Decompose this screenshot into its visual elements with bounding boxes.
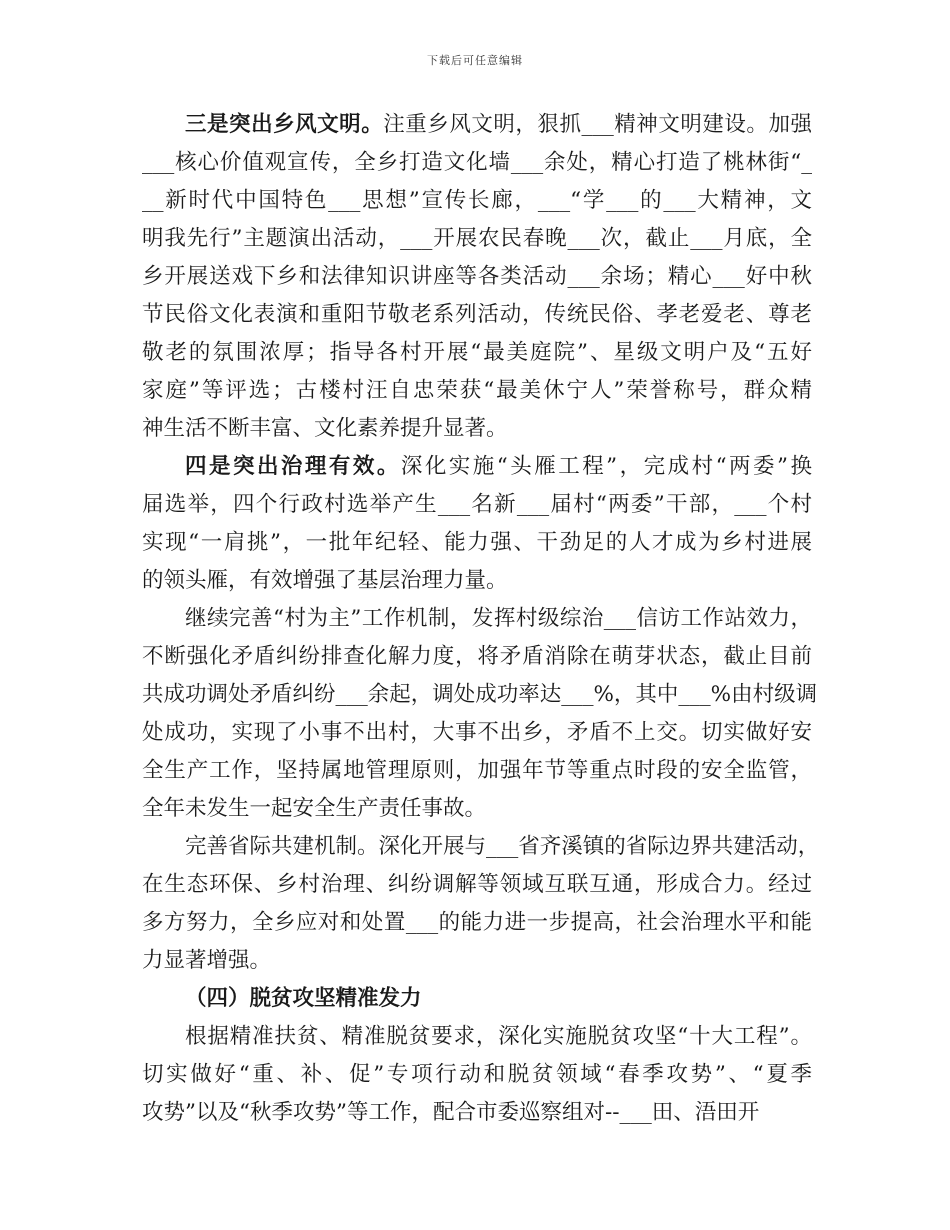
- text-line: [142, 714, 812, 752]
- line-text: 神生活不断丰富、文化素养提升显著。: [142, 416, 508, 441]
- text-line: [142, 600, 812, 638]
- text-line: [142, 334, 812, 372]
- text-line: [142, 410, 812, 448]
- line-text: 明我先行”主题演出活动，___开展农民春晚___次，截止___月底，全: [142, 226, 812, 251]
- line-text: 处成功，实现了小事不出村，大事不出乡，矛盾不上交。切实做好安: [142, 720, 812, 745]
- text-line: [142, 182, 812, 220]
- text-line: [142, 752, 812, 790]
- line-text: 全生产工作，坚持属地管理原则，加强年节等重点时段的安全监管，: [142, 758, 812, 783]
- text-line: [142, 562, 812, 600]
- text-line: [142, 638, 812, 676]
- line-text: 不断强化矛盾纠纷排查化解力度，将矛盾消除在萌芽状态，截止目前: [142, 644, 812, 669]
- line-text: 在生态环保、乡村治理、纠纷调解等领域互联互通，形成合力。经过: [142, 872, 812, 897]
- line-text: 完善省际共建机制。深化开展与___省齐溪镇的省际边界共建活动，: [185, 834, 820, 859]
- text-line: [142, 904, 812, 942]
- text-line: [142, 1018, 812, 1056]
- text-line: [142, 448, 812, 486]
- line-text: 共成功调处矛盾纠纷___余起，调处成功率达___%，其中___%由村级调: [142, 682, 818, 707]
- text-line: [142, 486, 812, 524]
- paragraph-p3: [142, 600, 818, 828]
- paragraph-p5: [142, 980, 812, 1018]
- text-line: [142, 676, 818, 714]
- paragraph-p6: [142, 1018, 812, 1132]
- line-text: 家庭”等评选；古楼村汪自忠荣获“最美休宁人”荣誉称号，群众精: [142, 378, 812, 403]
- line-text: 根据精准扶贫、精准脱贫要求，深化实施脱贫攻坚“十大工程”。: [185, 1024, 812, 1049]
- line-text: ___核心价值观宣传，全乡打造文化墙___余处，精心打造了桃林街“_: [142, 150, 812, 175]
- text-line: [142, 220, 812, 258]
- text-line: [142, 828, 820, 866]
- line-text: 乡开展送戏下乡和法律知识讲座等各类活动___余场；精心___好中秋: [142, 264, 812, 289]
- line-text: 实现“一肩挑”，一批年纪轻、能力强、干劲足的人才成为乡村进展: [142, 530, 812, 555]
- document-body: [142, 106, 820, 1132]
- line-text: 多方努力，全乡应对和处置___的能力进一步提高，社会治理水平和能: [142, 910, 812, 935]
- bold-heading: 四是突出治理有效。: [185, 454, 401, 479]
- text-line: [142, 866, 812, 904]
- line-text: 力显著增强。: [142, 948, 272, 973]
- line-text: 深化实施“头雁工程”，完成村“两委”换: [400, 454, 812, 479]
- text-line: [142, 144, 812, 182]
- paragraph-p1: [142, 106, 812, 448]
- text-line: [142, 1056, 812, 1094]
- line-text: 继续完善“村为主”工作机制，发挥村级综治___信访工作站效力，: [185, 606, 812, 631]
- bold-heading: 三是突出乡风文明。: [185, 112, 384, 137]
- text-line: [142, 372, 812, 410]
- line-text: 注重乡风文明，狠抓___精神文明建设。加强: [383, 112, 812, 137]
- line-text: 节民俗文化表演和重阳节敬老系列活动，传统民俗、孝老爱老、尊老: [142, 302, 812, 327]
- line-text: 的领头雁，有效增强了基层治理力量。: [142, 568, 508, 593]
- paragraph-p2: [142, 448, 812, 600]
- text-line: [142, 1094, 812, 1132]
- line-text: 切实做好“重、补、促”专项行动和脱贫领域“春季攻势”、“夏季: [142, 1062, 812, 1087]
- text-line: [142, 258, 812, 296]
- text-line: [142, 106, 812, 144]
- text-line: [142, 790, 812, 828]
- text-line: [142, 296, 812, 334]
- text-line: [142, 942, 812, 980]
- paragraph-p4: [142, 828, 820, 980]
- line-text: 攻势”以及“秋季攻势”等工作，配合市委巡察组对--___田、浯田开: [142, 1100, 760, 1125]
- line-text: 全年未发生一起安全生产责任事故。: [142, 796, 487, 821]
- line-text: 敬老的氛围浓厚；指导各村开展“最美庭院”、星级文明户及“五好: [142, 340, 812, 365]
- page-header: 下载后可任意编辑: [427, 54, 523, 67]
- line-text: 届选举，四个行政村选举产生___名新___届村“两委”干部，___个村: [142, 492, 812, 517]
- text-line: [142, 524, 812, 562]
- line-text: __新时代中国特色___思想”宣传长廊，___“学___的___大精神，文: [142, 188, 812, 213]
- bold-heading: （四）脱贫攻坚精准发力: [185, 986, 422, 1011]
- text-line: [142, 980, 812, 1018]
